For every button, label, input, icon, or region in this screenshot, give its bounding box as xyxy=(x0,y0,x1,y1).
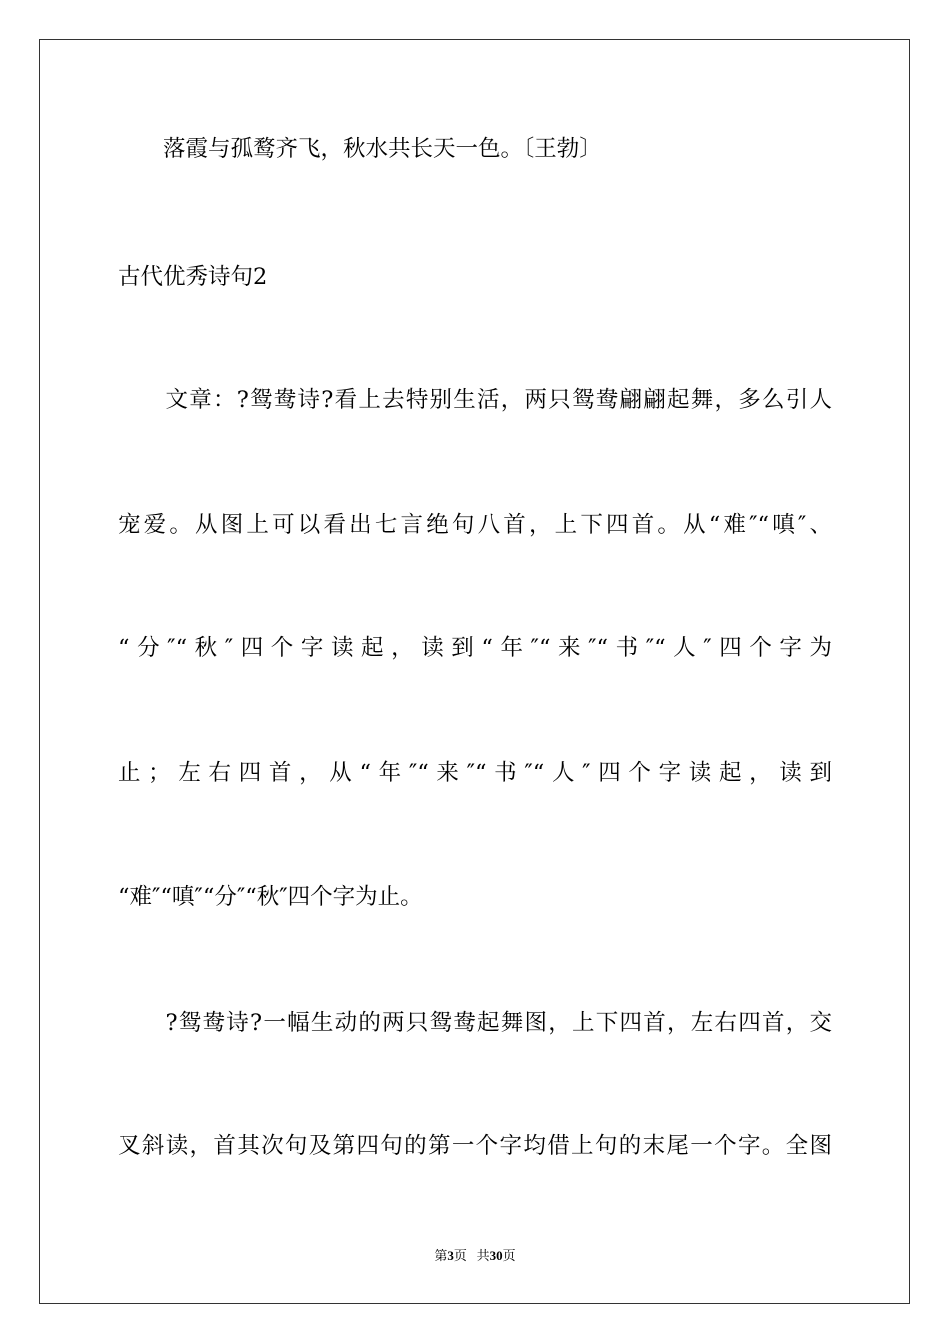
paragraph-line-1: 落霞与孤鹜齐飞，秋水共长天一色。〔王勃〕 xyxy=(118,136,602,162)
footer-total-pages: 30 xyxy=(489,1248,503,1263)
footer-prefix: 第 xyxy=(434,1248,448,1263)
paragraph-line-3: 宠爱。从图上可以看出七言绝句八首，上下四首。从“难″“嗔″、 xyxy=(118,512,832,538)
page-frame xyxy=(39,39,910,1304)
footer-total-prefix: 共 xyxy=(476,1248,490,1263)
page-footer xyxy=(0,1247,950,1265)
paragraph-line-8: 叉斜读，首其次句及第四句的第一个字均借上句的末尾一个字。全图 xyxy=(118,1133,832,1159)
footer-total-suffix: 页 xyxy=(502,1248,516,1263)
paragraph-line-2: 文章：?鸳鸯诗?看上去特别生活，两只鸳鸯翩翩起舞，多么引人 xyxy=(118,387,832,413)
section-heading: 古代优秀诗句2 xyxy=(118,264,268,290)
paragraph-line-5: 止；左右四首，从“年″“来″“书″“人″四个字读起，读到 xyxy=(118,760,832,786)
footer-page-suffix: 页 xyxy=(453,1248,467,1263)
paragraph-line-7: ?鸳鸯诗?一幅生动的两只鸳鸯起舞图，上下四首，左右四首，交 xyxy=(118,1010,832,1036)
paragraph-line-6: “难″“嗔″“分″“秋″四个字为止。 xyxy=(118,884,423,910)
paragraph-line-4: “分″“秋″四个字读起，读到“年″“来″“书″“人″四个字为 xyxy=(118,635,832,661)
footer-current-page: 3 xyxy=(447,1248,454,1263)
